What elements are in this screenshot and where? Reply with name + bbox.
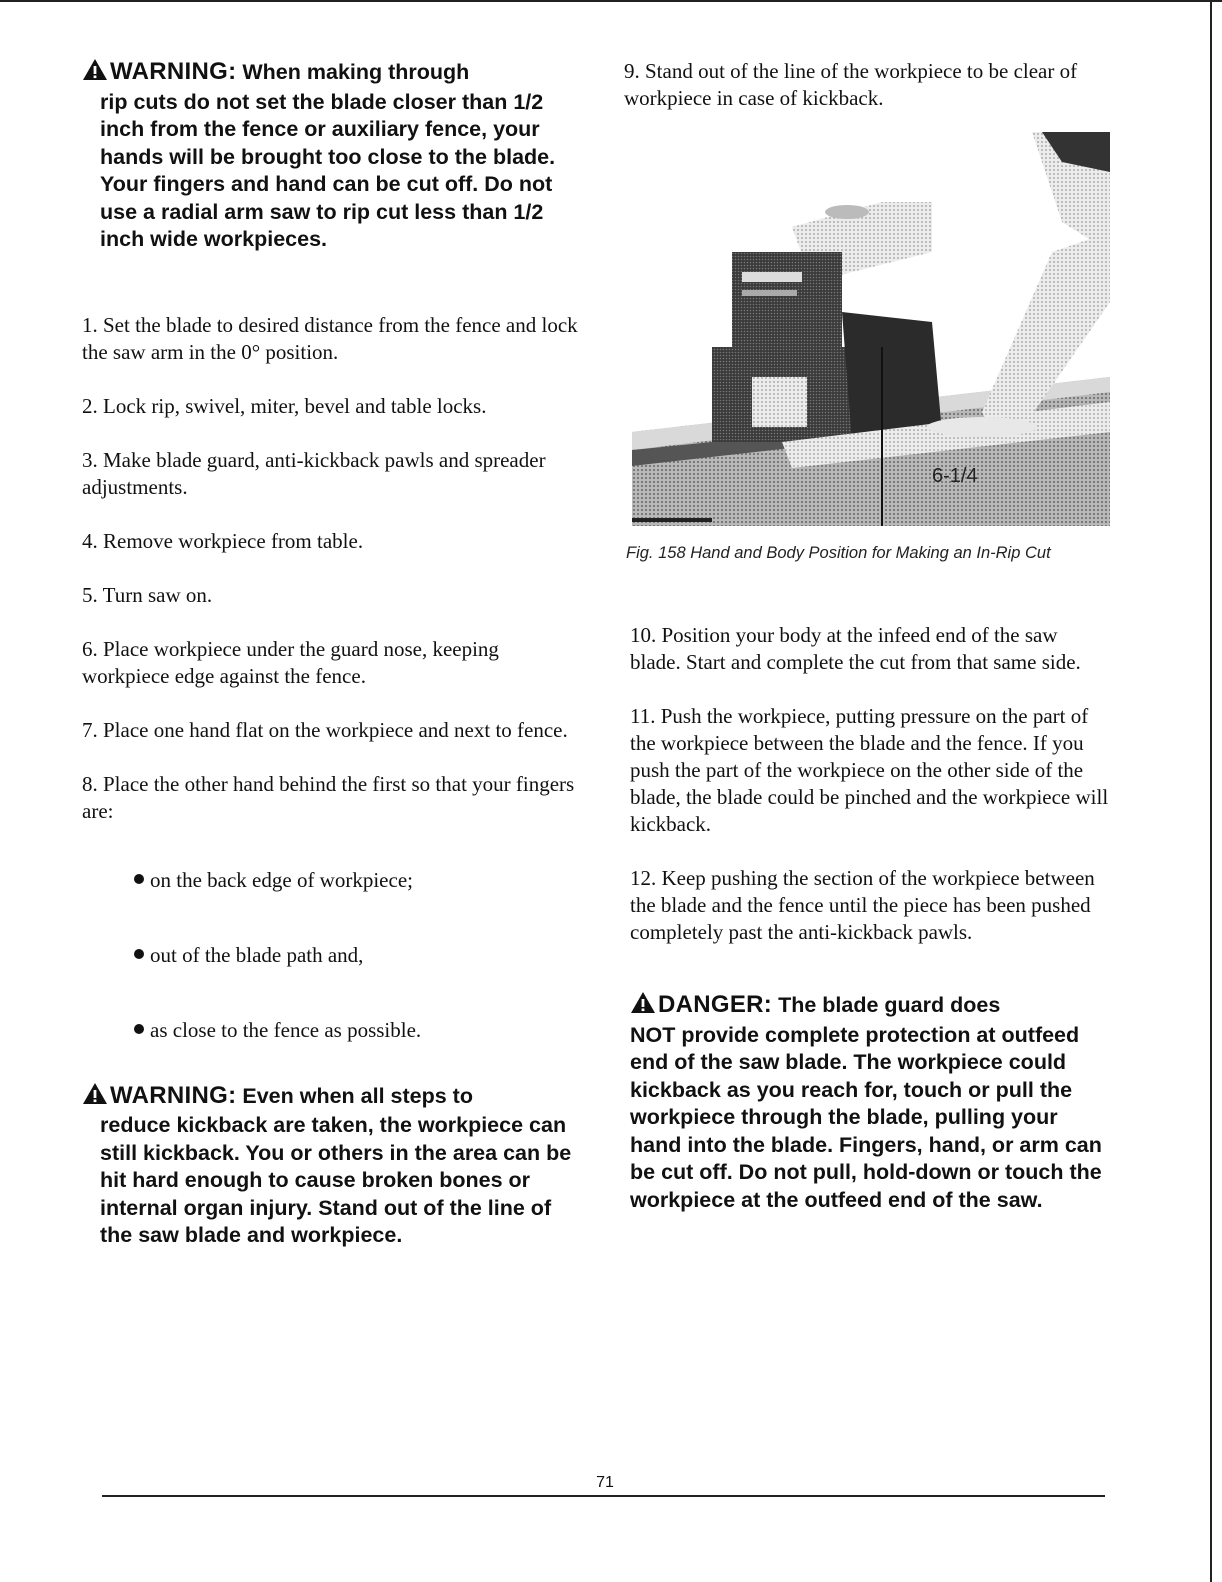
right-column	[624, 58, 1114, 112]
danger-body: NOT provide complete protection at outfeed end of the saw blade. The workpiece could kickback as you reach for, touch or pull the workpiece through the blade, pulling your hand into the blade. Fingers, hand, or arm can be cut off. Do not pull, hold-down or touch the workpiece at the outfeed end of the saw.	[630, 1022, 1102, 1212]
warning-block-2	[82, 1082, 582, 1250]
danger-block	[630, 991, 1110, 1214]
bullet-item	[82, 1017, 582, 1044]
bullet-text: on the back edge of workpiece;	[150, 867, 413, 892]
step-12: 12. Keep pushing the section of the workpiece between the blade and the fence until the piece has been pushed completely past the anti-kickback pawls.	[630, 866, 1095, 944]
step-2: 2. Lock rip, swivel, miter, bevel and table locks.	[82, 393, 487, 418]
right-steps	[630, 622, 1110, 1214]
danger-keyword: DANGER:	[658, 991, 773, 1018]
warning-body: rip cuts do not set the blade closer than 1/2 inch from the fence or auxiliary fence, your hands will be brought too close to the blade. Your fingers and hand can be cut off. Do not use a radial arm saw to rip cut less than 1/2 inch wide workpieces.	[100, 89, 556, 251]
step-6: 6. Place workpiece under the guard nose, keeping workpiece edge against the fence.	[82, 636, 499, 688]
figure-caption-wrap	[626, 542, 1104, 564]
bullet-item	[82, 867, 582, 894]
figure-measure-label: 6-1/4	[932, 465, 978, 487]
bullet-text: as close to the fence as possible.	[150, 1017, 422, 1042]
figure-photo	[632, 132, 1110, 526]
bullet-item	[82, 942, 582, 969]
step-8: 8. Place the other hand behind the first so that your fingers are:	[82, 771, 575, 823]
warning-block-1	[82, 58, 582, 254]
step-11: 11. Push the workpiece, putting pressure on the part of the workpiece between the blade and the fence. If you push the part of the workpiece on the other side of the blade, the blade could be pinched and the workpiece will kickback.	[630, 704, 1109, 836]
figure-caption: Fig. 158 Hand and Body Position for Making an In-Rip Cut	[626, 544, 1051, 562]
page-number: 71	[596, 1474, 614, 1491]
bullet-dot-icon	[134, 1024, 144, 1034]
step-5: 5. Turn saw on.	[82, 582, 213, 607]
left-column	[82, 58, 582, 1250]
bullet-text: out of the blade path and,	[150, 942, 364, 967]
step-7: 7. Place one hand flat on the workpiece and next to fence.	[82, 717, 568, 742]
warning-lead: Even when all steps to	[242, 1083, 473, 1108]
page-border-top	[0, 0, 1222, 2]
warning-keyword: WARNING:	[110, 58, 237, 85]
warning-lead: When making through	[242, 60, 470, 84]
footer-rule	[102, 1495, 1105, 1497]
step-9: 9. Stand out of the line of the workpiece to be clear of workpiece in case of kickback.	[624, 59, 1078, 110]
bullet-dot-icon	[134, 874, 144, 884]
danger-lead: The blade guard does	[778, 993, 1001, 1017]
warning-triangle-icon	[630, 991, 656, 1022]
step-3: 3. Make blade guard, anti-kickback pawls and spreader adjustments.	[82, 447, 546, 499]
bullet-dot-icon	[134, 949, 144, 959]
warning-triangle-icon	[82, 58, 108, 89]
warning-triangle-icon	[82, 1082, 108, 1113]
step-1: 1. Set the blade to desired distance from the fence and lock the saw arm in the 0° position.	[82, 312, 578, 364]
step-10: 10. Position your body at the infeed end of the saw blade. Start and complete the cut from that same side.	[630, 623, 1081, 674]
page-border-right	[1210, 0, 1212, 1582]
warning-keyword: WARNING:	[110, 1081, 237, 1109]
step-4: 4. Remove workpiece from table.	[82, 528, 364, 553]
warning-body: reduce kickback are taken, the workpiece can still kickback. You or others in the area can be hit hard enough to cause broken bones or internal organ injury. Stand out of the line of the saw blade and workpiece.	[100, 1113, 572, 1247]
